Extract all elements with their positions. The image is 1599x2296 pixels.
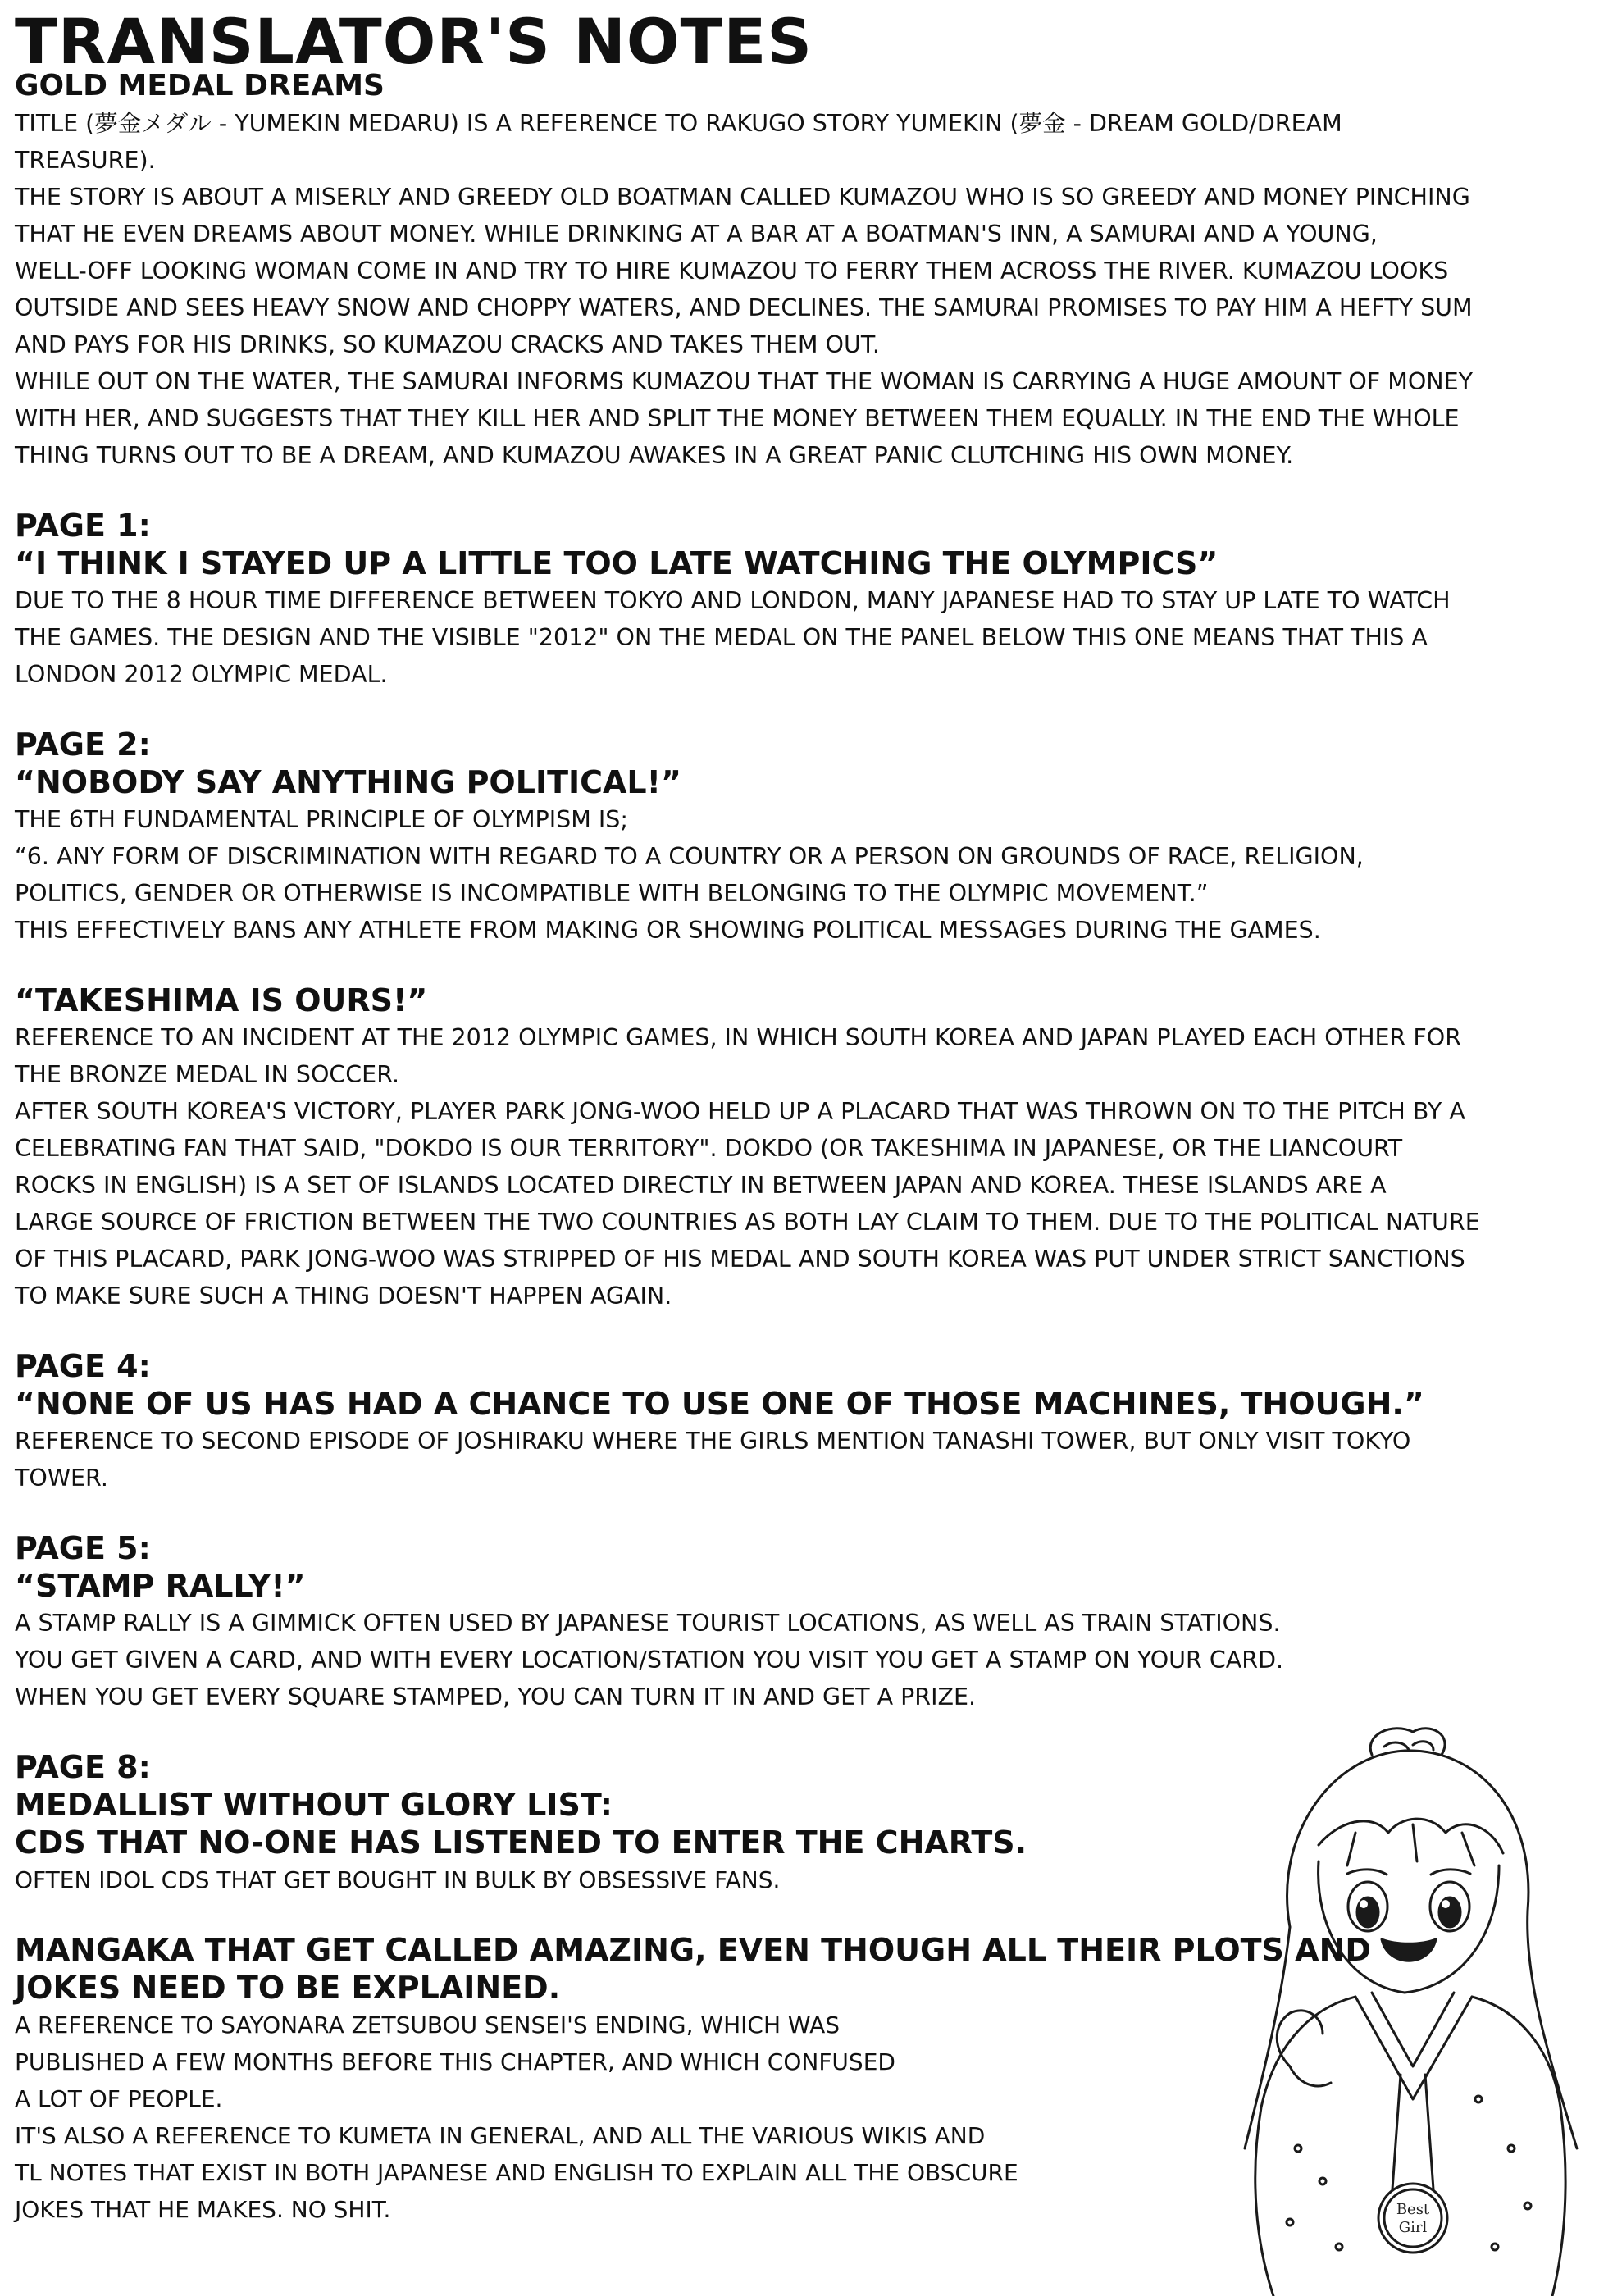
paragraph-line: CELEBRATING FAN THAT SAID, "DOKDO IS OUR TERRITORY". DOKDO (OR TAKESHIMA IN JAPANESE, OR THE LIANCOURT <box>15 1135 1403 1162</box>
page-1-heading: PAGE 1: <box>15 508 151 544</box>
page-8-subheading: JOKES NEED TO BE EXPLAINED. <box>15 1970 561 2006</box>
paragraph-line: POLITICS, GENDER OR OTHERWISE IS INCOMPATIBLE WITH BELONGING TO THE OLYMPIC MOVEMENT.” <box>15 880 1209 907</box>
paragraph-line: A STAMP RALLY IS A GIMMICK OFTEN USED BY JAPANESE TOURIST LOCATIONS, AS WELL AS TRAIN STATIONS. <box>15 1610 1281 1637</box>
paragraph-line: TOWER. <box>15 1465 108 1492</box>
chapter-heading: GOLD MEDAL DREAMS <box>15 69 385 102</box>
paragraph-line: THIS EFFECTIVELY BANS ANY ATHLETE FROM MAKING OR SHOWING POLITICAL MESSAGES DURING THE GAMES. <box>15 917 1321 944</box>
page-5-heading: PAGE 5: <box>15 1530 151 1566</box>
paragraph-line: TREASURE). <box>15 147 156 174</box>
paragraph-line: LARGE SOURCE OF FRICTION BETWEEN THE TWO COUNTRIES AS BOTH LAY CLAIM TO THEM. DUE TO THE POLITICAL NATURE <box>15 1209 1480 1236</box>
page-2-quote: “NOBODY SAY ANYTHING POLITICAL!” <box>15 764 681 800</box>
section-page-2 <box>15 726 1589 949</box>
paragraph-line: PUBLISHED A FEW MONTHS BEFORE THIS CHAPTER, AND WHICH CONFUSED <box>15 2048 895 2075</box>
paragraph-line: THE BRONZE MEDAL IN SOCCER. <box>15 1061 400 1088</box>
page-title: TRANSLATOR'S NOTES <box>15 5 813 78</box>
paragraph-line: WELL-OFF LOOKING WOMAN COME IN AND TRY TO HIRE KUMAZOU TO FERRY THEM ACROSS THE RIVER. KUMAZOU LOOKS <box>15 257 1449 285</box>
paragraph-line: JOKES THAT HE MAKES. NO SHIT. <box>15 2196 391 2223</box>
page-8-subheading: CDS THAT NO-ONE HAS LISTENED TO ENTER THE CHARTS. <box>15 1824 1027 1861</box>
paragraph-line: ROCKS IN ENGLISH) IS A SET OF ISLANDS LOCATED DIRECTLY IN BETWEEN JAPAN AND KOREA. THESE ISLANDS ARE A <box>15 1172 1387 1199</box>
paragraph-line: OF THIS PLACARD, PARK JONG-WOO WAS STRIPPED OF HIS MEDAL AND SOUTH KOREA WAS PUT UNDER STRICT SANCTIONS <box>15 1246 1465 1273</box>
paragraph-line: THE 6TH FUNDAMENTAL PRINCIPLE OF OLYMPISM IS; <box>15 806 628 833</box>
paragraph-line: TITLE (夢金メダル - YUMEKIN MEDARU) IS A REFERENCE TO RAKUGO STORY YUMEKIN (夢金 - DREAM GOLD/DREAM <box>15 110 1342 137</box>
paragraph-line: REFERENCE TO AN INCIDENT AT THE 2012 OLYMPIC GAMES, IN WHICH SOUTH KOREA AND JAPAN PLAYED EACH OTHER FOR <box>15 1024 1462 1051</box>
page-5-quote: “STAMP RALLY!” <box>15 1568 306 1604</box>
page-2-quote-2: “TAKESHIMA IS OURS!” <box>15 982 428 1018</box>
paragraph-line: THING TURNS OUT TO BE A DREAM, AND KUMAZOU AWAKES IN A GREAT PANIC CLUTCHING HIS OWN MONEY. <box>15 442 1294 469</box>
section-page-2-takeshima <box>15 982 1589 1314</box>
paragraph-line: A REFERENCE TO SAYONARA ZETSUBOU SENSEI'S ENDING, WHICH WAS <box>15 2011 840 2039</box>
section-page-1 <box>15 507 1589 693</box>
paragraph-line: AFTER SOUTH KOREA'S VICTORY, PLAYER PARK JONG-WOO HELD UP A PLACARD THAT WAS THROWN ON TO THE PITCH BY A <box>15 1098 1465 1125</box>
paragraph-line: WITH HER, AND SUGGESTS THAT THEY KILL HER AND SPLIT THE MONEY BETWEEN THEM EQUALLY. IN THE END THE WHOLE <box>15 405 1460 432</box>
paragraph-line: LONDON 2012 OLYMPIC MEDAL. <box>15 661 388 688</box>
manga-girl-drawing <box>1167 1722 1593 2296</box>
paragraph-line: OFTEN IDOL CDS THAT GET BOUGHT IN BULK BY OBSESSIVE FANS. <box>15 1866 781 1893</box>
paragraph-line: WHILE OUT ON THE WATER, THE SAMURAI INFORMS KUMAZOU THAT THE WOMAN IS CARRYING A HUGE AMOUNT OF MONEY <box>15 368 1473 395</box>
badge-text-line-2: Girl <box>1398 2219 1428 2236</box>
section-page-5 <box>15 1529 1589 1715</box>
page-1-quote: “I THINK I STAYED UP A LITTLE TOO LATE WATCHING THE OLYMPICS” <box>15 545 1219 581</box>
paragraph-line: REFERENCE TO SECOND EPISODE OF JOSHIRAKU WHERE THE GIRLS MENTION TANASHI TOWER, BUT ONLY VISIT TOKYO <box>15 1428 1411 1455</box>
paragraph-line: AND PAYS FOR HIS DRINKS, SO KUMAZOU CRACKS AND TAKES THEM OUT. <box>15 331 880 358</box>
page-4-quote: “NONE OF US HAS HAD A CHANCE TO USE ONE OF THOSE MACHINES, THOUGH.” <box>15 1386 1424 1422</box>
paragraph-line: OUTSIDE AND SEES HEAVY SNOW AND CHOPPY WATERS, AND DECLINES. THE SAMURAI PROMISES TO PAY HIM A HEFTY SUM <box>15 294 1473 321</box>
paragraph-line: A LOT OF PEOPLE. <box>15 2085 223 2112</box>
translator-notes-page <box>15 0 1593 2296</box>
paragraph-line: TO MAKE SURE SUCH A THING DOESN'T HAPPEN AGAIN. <box>15 1282 672 1310</box>
paragraph-line: THE GAMES. THE DESIGN AND THE VISIBLE "2012" ON THE MEDAL ON THE PANEL BELOW THIS ONE MEANS THAT THIS A <box>15 624 1428 651</box>
manga-girl-illustration <box>1167 1722 1593 2296</box>
page-8-heading: PAGE 8: <box>15 1749 151 1785</box>
paragraph-line: DUE TO THE 8 HOUR TIME DIFFERENCE BETWEEN TOKYO AND LONDON, MANY JAPANESE HAD TO STAY UP LATE TO WATCH <box>15 587 1451 614</box>
paragraph-line: WHEN YOU GET EVERY SQUARE STAMPED, YOU CAN TURN IT IN AND GET A PRIZE. <box>15 1683 977 1711</box>
paragraph-line: THAT HE EVEN DREAMS ABOUT MONEY. WHILE DRINKING AT A BAR AT A BOATMAN'S INN, A SAMURAI AND A YOUNG, <box>15 221 1378 248</box>
page-8-subheading: MEDALLIST WITHOUT GLORY LIST: <box>15 1787 613 1823</box>
badge-text-line-1: Best <box>1396 2201 1430 2218</box>
page-4-heading: PAGE 4: <box>15 1348 151 1384</box>
paragraph-line: THE STORY IS ABOUT A MISERLY AND GREEDY OLD BOATMAN CALLED KUMAZOU WHO IS SO GREEDY AND MONEY PINCHING <box>15 184 1470 211</box>
paragraph-line: TL NOTES THAT EXIST IN BOTH JAPANESE AND ENGLISH TO EXPLAIN ALL THE OBSCURE <box>15 2159 1018 2186</box>
paragraph-line: “6. ANY FORM OF DISCRIMINATION WITH REGARD TO A COUNTRY OR A PERSON ON GROUNDS OF RACE, RELIGION, <box>15 843 1364 870</box>
page-8-subheading: MANGAKA THAT GET CALLED AMAZING, EVEN THOUGH ALL THEIR PLOTS AND <box>15 1932 1371 1968</box>
page-2-heading: PAGE 2: <box>15 727 151 763</box>
section-gold-medal-dreams <box>15 67 1589 474</box>
section-page-4 <box>15 1347 1589 1496</box>
paragraph-line: IT'S ALSO A REFERENCE TO KUMETA IN GENERAL, AND ALL THE VARIOUS WIKIS AND <box>15 2122 986 2149</box>
paragraph-line: YOU GET GIVEN A CARD, AND WITH EVERY LOCATION/STATION YOU VISIT YOU GET A STAMP ON YOUR CARD. <box>15 1647 1284 1674</box>
